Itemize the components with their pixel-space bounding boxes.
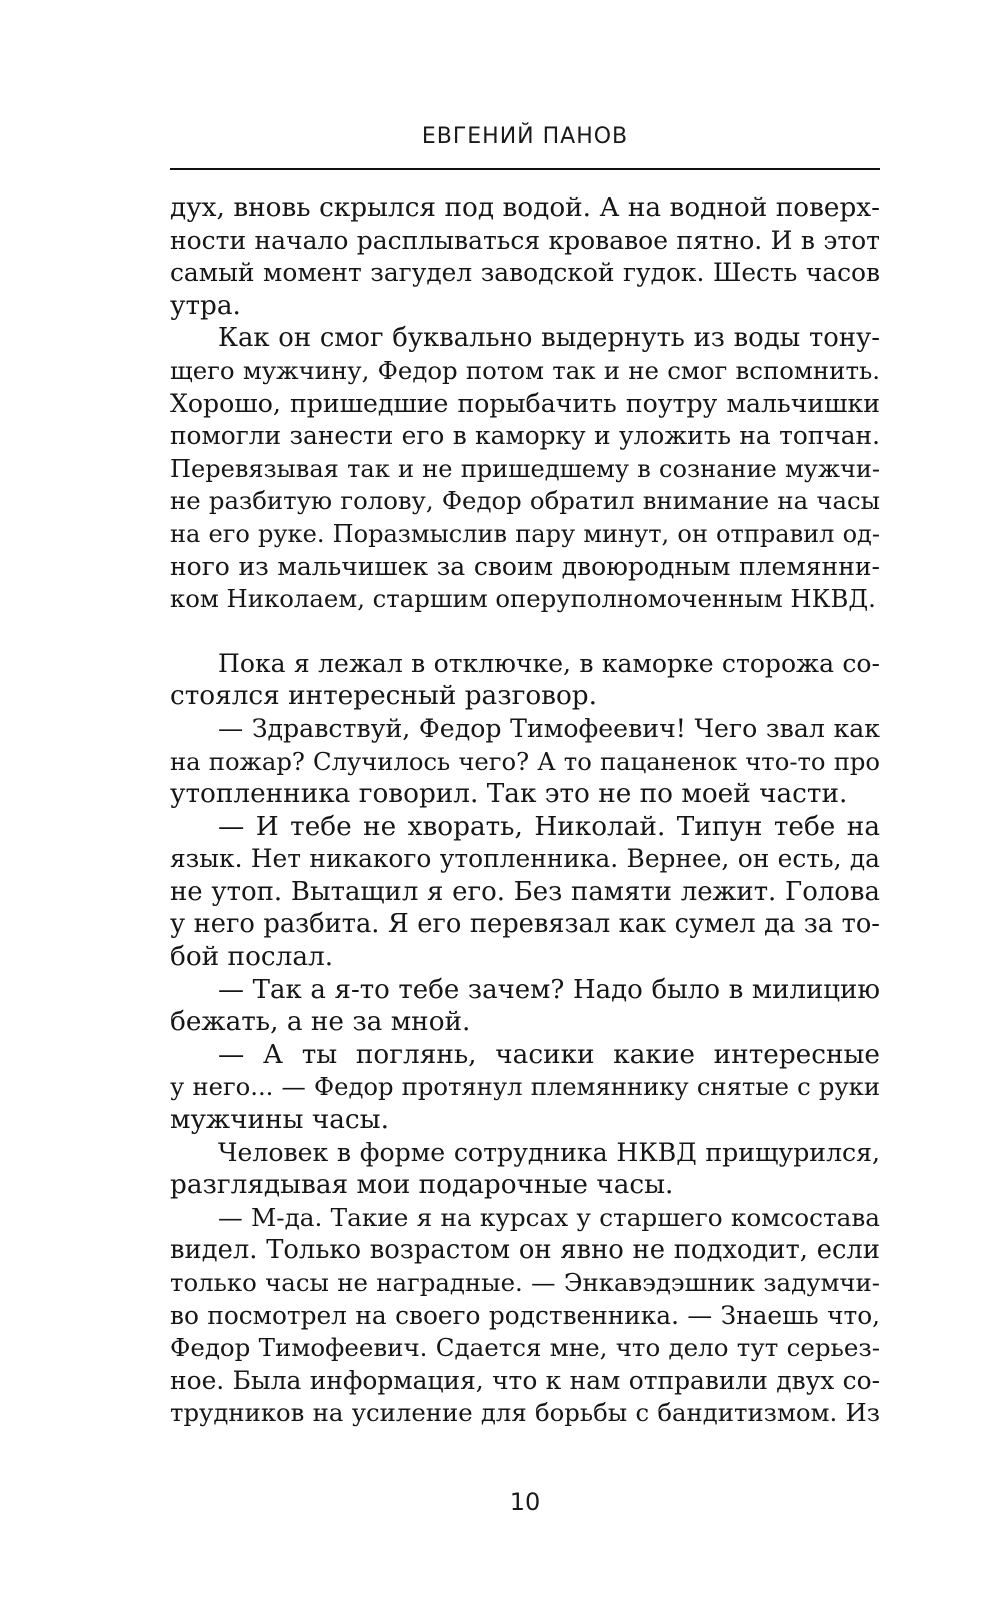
text-line: не разбитую голову, Федор обратил внимание на часы — [170, 486, 880, 516]
text-line: помогли занести его в каморку и уложить на топчан. — [170, 421, 880, 451]
paragraph — [170, 1039, 880, 1137]
text-line: самый момент загудел заводской гудок. Шесть часов — [170, 258, 880, 288]
text-line: — А ты поглянь, часики какие интересные — [218, 1039, 880, 1070]
text-line: мужчины часы. — [170, 1105, 389, 1136]
text-line: дух, вновь скрылся под водой. А на водной поверх- — [170, 193, 880, 223]
text-line: Пока я лежал в отключке, в каморке сторожа со- — [218, 648, 880, 678]
text-line: утра. — [170, 290, 241, 321]
section-break — [170, 616, 880, 648]
paragraph — [170, 811, 880, 974]
paragraph — [170, 322, 880, 615]
text-line: во посмотрел на своего родственника. — Знаешь что, — [170, 1300, 880, 1330]
text-line: видел. Только возрастом он явно не подходит, если — [170, 1235, 880, 1266]
text-line: язык. Нет никакого утопленника. Вернее, он есть, да — [170, 844, 880, 874]
text-line: у него... — Федор протянул племяннику снятые с руки — [170, 1072, 880, 1102]
text-line: только часы не наградные. — Энкавэдэшник задумчи- — [170, 1268, 880, 1297]
text-line: бежать, а не за мной. — [170, 1007, 471, 1038]
text-line: ком Николаем, старшим оперуполномоченным НКВД. — [170, 584, 876, 614]
text-line: на его руке. Поразмыслив пару минут, он отправил од- — [170, 519, 880, 548]
text-line: щего мужчину, Федор потом так и не смог вспомнить. — [170, 355, 880, 385]
text-line: Человек в форме сотрудника НКВД прищурился, — [218, 1137, 880, 1167]
text-line: не утоп. Вытащил я его. Без памяти лежит. Голова — [170, 876, 880, 907]
text-line: у него разбита. Я его перевязал как сумел да за то- — [170, 909, 880, 940]
page-number: 10 — [509, 1488, 541, 1516]
text-line: бой послал. — [170, 942, 334, 973]
text-line: трудников на усиление для борьбы с бандитизмом. Из — [170, 1398, 880, 1428]
running-head: ЕВГЕНИЙ ПАНОВ — [421, 124, 629, 149]
text-line: ное. Была информация, что к нам отправили двух со- — [170, 1365, 880, 1395]
text-line: — Здравствуй, Федор Тимофеевич! Чего звал как — [218, 713, 880, 743]
text-line: стоялся интересный разговор. — [170, 681, 598, 712]
text-line: — И тебе не хворать, Николай. Типун тебе на — [218, 811, 880, 842]
text-line: Как он смог буквально выдернуть из воды тону- — [218, 323, 880, 354]
body-text — [170, 192, 880, 1430]
text-line: ности начало расплываться кровавое пятно. И в этот — [170, 225, 880, 255]
text-line: разглядывая мои подарочные часы. — [170, 1170, 674, 1201]
text-line: Перевязывая так и не пришедшему в сознание мужчи- — [170, 454, 880, 483]
header-rule — [170, 168, 880, 170]
paragraph — [170, 192, 880, 322]
paragraph — [170, 1137, 880, 1202]
paragraph — [170, 713, 880, 811]
text-line: на пожар? Случилось чего? А то пацаненок что-то про — [170, 746, 880, 776]
text-line: — Так а я-то тебе зачем? Надо было в милицию — [218, 974, 880, 1005]
paragraph — [170, 648, 880, 713]
text-line: ного из мальчишек за своим двоюродным племянни- — [170, 551, 880, 581]
paragraph — [170, 974, 880, 1039]
paragraph — [170, 1202, 880, 1430]
text-line: утопленника говорил. Так это не по моей части. — [170, 779, 848, 810]
text-line: Хорошо, пришедшие порыбачить поутру мальчишки — [170, 388, 880, 418]
text-line: Федор Тимофеевич. Сдается мне, что дело тут серьез- — [170, 1333, 880, 1363]
text-line: — М-да. Такие я на курсах у старшего комсостава — [218, 1202, 880, 1232]
